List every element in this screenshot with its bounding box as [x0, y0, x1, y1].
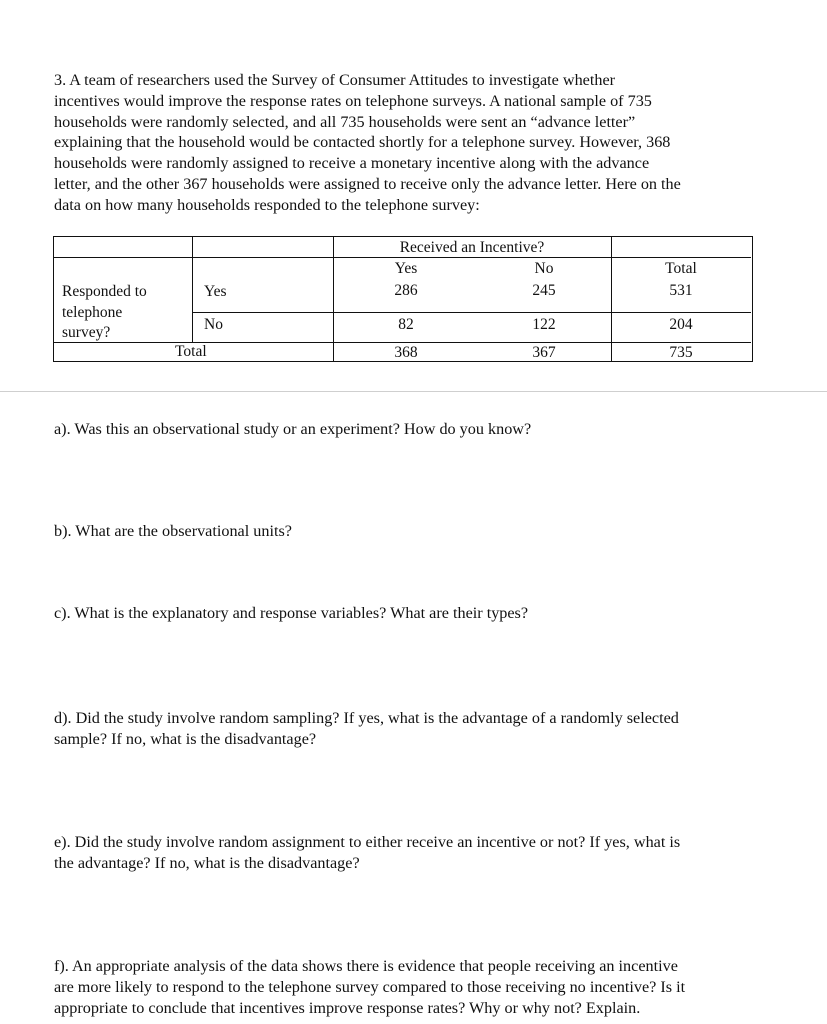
column-header-no: No	[534, 260, 554, 277]
question-a	[54, 419, 794, 440]
question-line: the advantage? If no, what is the disadvantage?	[54, 853, 360, 872]
question-line: are more likely to respond to the telephone survey compared to those receiving no incentive? Is it	[54, 977, 686, 996]
question-c	[54, 603, 794, 624]
intro-line: 3. A team of researchers used the Survey of Consumer Attitudes to investigate whether	[54, 71, 616, 89]
question-line: a). Was this an observational study or an experiment? How do you know?	[54, 420, 532, 438]
table-cell: 367	[532, 344, 556, 361]
table-cell: 735	[669, 344, 693, 361]
question-line: sample? If no, what is the disadvantage?	[54, 729, 317, 748]
table-cell: 368	[394, 344, 418, 361]
table-cell: 122	[532, 316, 556, 333]
column-header-yes: Yes	[394, 260, 418, 277]
table-cell: 82	[398, 316, 414, 333]
problem-statement	[54, 70, 794, 216]
row-header-line: Responded to	[62, 283, 147, 300]
intro-line: letter, and the other 367 households were assigned to receive only the advance letter. Here on the	[54, 174, 681, 193]
table-cell: 204	[669, 316, 693, 333]
question-line: f). An appropriate analysis of the data shows there is evidence that people receiving an incentive	[54, 957, 678, 975]
intro-line: explaining that the household would be contacted shortly for a telephone survey. However, 368	[54, 133, 671, 152]
question-line: d). Did the study involve random sampling? If yes, what is the advantage of a randomly selected	[54, 709, 679, 727]
row-label-total: Total	[175, 343, 207, 360]
table-divider	[192, 312, 751, 313]
intro-line: data on how many households responded to the telephone survey:	[54, 195, 480, 214]
contingency-table	[53, 236, 753, 362]
row-header-line: telephone	[62, 304, 123, 321]
incentive-header: Received an Incentive?	[399, 239, 545, 256]
table-divider	[192, 237, 193, 343]
column-header-total: Total	[665, 260, 697, 277]
intro-line: households were randomly selected, and all 735 households were sent an “advance letter”	[54, 112, 636, 131]
question-line: e). Did the study involve random assignment to either receive an incentive or not? If yes, what is	[54, 833, 681, 851]
question-e	[54, 832, 794, 874]
question-line: b). What are the observational units?	[54, 522, 292, 540]
question-f	[54, 956, 794, 1018]
row-label-no: No	[204, 316, 223, 333]
table-cell: 531	[669, 282, 693, 299]
question-d	[54, 708, 794, 750]
intro-line: households were randomly assigned to receive a monetary incentive along with the advance	[54, 154, 650, 173]
page-divider	[0, 391, 827, 392]
question-line: appropriate to conclude that incentives improve response rates? Why or why not? Explain.	[54, 998, 641, 1017]
question-b	[54, 521, 794, 542]
row-header-line: survey?	[62, 324, 111, 341]
table-cell: 245	[532, 282, 556, 299]
question-line: c). What is the explanatory and response variables? What are their types?	[54, 604, 529, 622]
row-label-yes: Yes	[204, 283, 227, 300]
table-cell: 286	[394, 282, 418, 299]
intro-line: incentives would improve the response rates on telephone surveys. A national sample of 735	[54, 91, 652, 110]
